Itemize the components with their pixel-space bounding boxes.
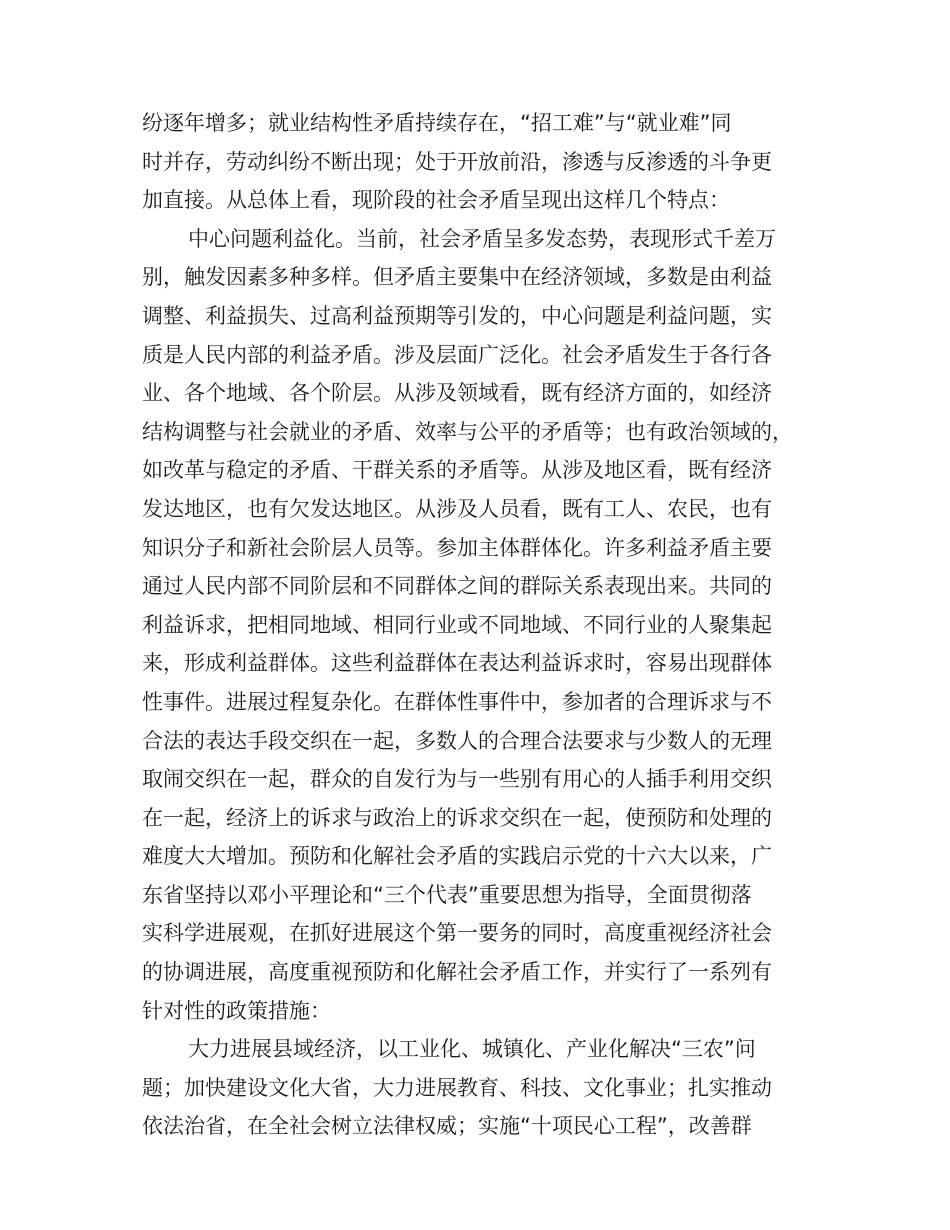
text-line: 发达地区，也有欠发达地区。从涉及人员看，既有工人、农民，也有 [142, 496, 772, 521]
text-line: 时并存，劳动纠纷不断出现；处于开放前沿，渗透与反渗透的斗争更 [142, 149, 772, 174]
text-line: 知识分子和新社会阶层人员等。参加主体群体化。许多利益矛盾主要 [142, 535, 772, 560]
text-line: 利益诉求，把相同地域、相同行业或不同地域、不同行业的人聚集起 [142, 612, 772, 637]
text-line: 通过人民内部不同阶层和不同群体之间的群际关系表现出来。共同的 [142, 574, 772, 599]
text-line: 质是人民内部的利益矛盾。涉及层面广泛化。社会矛盾发生于各行各 [142, 342, 772, 367]
text-line: 实科学进展观，在抓好进展这个第一要务的同时，高度重视经济社会 [142, 921, 772, 946]
text-line: 题；加快建设文化大省，大力进展教育、科技、文化事业；扎实推动 [142, 1075, 772, 1100]
text-line: 难度大大增加。预防和化解社会矛盾的实践启示党的十六大以来，广 [142, 844, 772, 869]
text-line: 别，触发因素多种多样。但矛盾主要集中在经济领域，多数是由利益 [142, 265, 772, 290]
text-line: 加直接。从总体上看，现阶段的社会矛盾呈现出这样几个特点： [142, 188, 730, 213]
body-text [142, 104, 812, 1146]
text-line: 大力进展县域经济，以工业化、城镇化、产业化解决“三农”问 [188, 1037, 756, 1062]
text-line: 在一起，经济上的诉求与政治上的诉求交织在一起，使预防和处理的 [142, 805, 772, 830]
text-line: 来，形成利益群体。这些利益群体在表达利益诉求时，容易出现群体 [142, 651, 772, 676]
text-line: 调整、利益损失、过高利益预期等引发的，中心问题是利益问题，实 [142, 303, 772, 328]
text-line: 东省坚持以邓小平理论和“三个代表”重要思想为指导，全面贯彻落 [142, 882, 752, 907]
text-line: 针对性的政策措施： [142, 998, 331, 1023]
text-line: 中心问题利益化。当前，社会矛盾呈多发态势，表现形式千差万 [188, 226, 776, 251]
text-line: 合法的表达手段交织在一起，多数人的合理合法要求与少数人的无理 [142, 728, 772, 753]
text-line: 取闹交织在一起，群众的自发行为与一些别有用心的人插手利用交织 [142, 767, 772, 792]
text-line: 性事件。进展过程复杂化。在群体性事件中，参加者的合理诉求与不 [142, 689, 772, 714]
text-line: 的协调进展，高度重视预防和化解社会矛盾工作，并实行了一系列有 [142, 960, 772, 985]
text-line: 如改革与稳定的矛盾、干群关系的矛盾等。从涉及地区看，既有经济 [142, 458, 772, 483]
text-line: 依法治省，在全社会树立法律权威；实施“十项民心工程”，改善群 [142, 1114, 752, 1139]
text-line: 结构调整与社会就业的矛盾、效率与公平的矛盾等；也有政治领域的， [142, 419, 793, 444]
text-line: 纷逐年增多；就业结构性矛盾持续存在，“招工难”与“就业难”同 [142, 111, 732, 135]
text-line: 业、各个地域、各个阶层。从涉及领域看，既有经济方面的，如经济 [142, 381, 772, 406]
